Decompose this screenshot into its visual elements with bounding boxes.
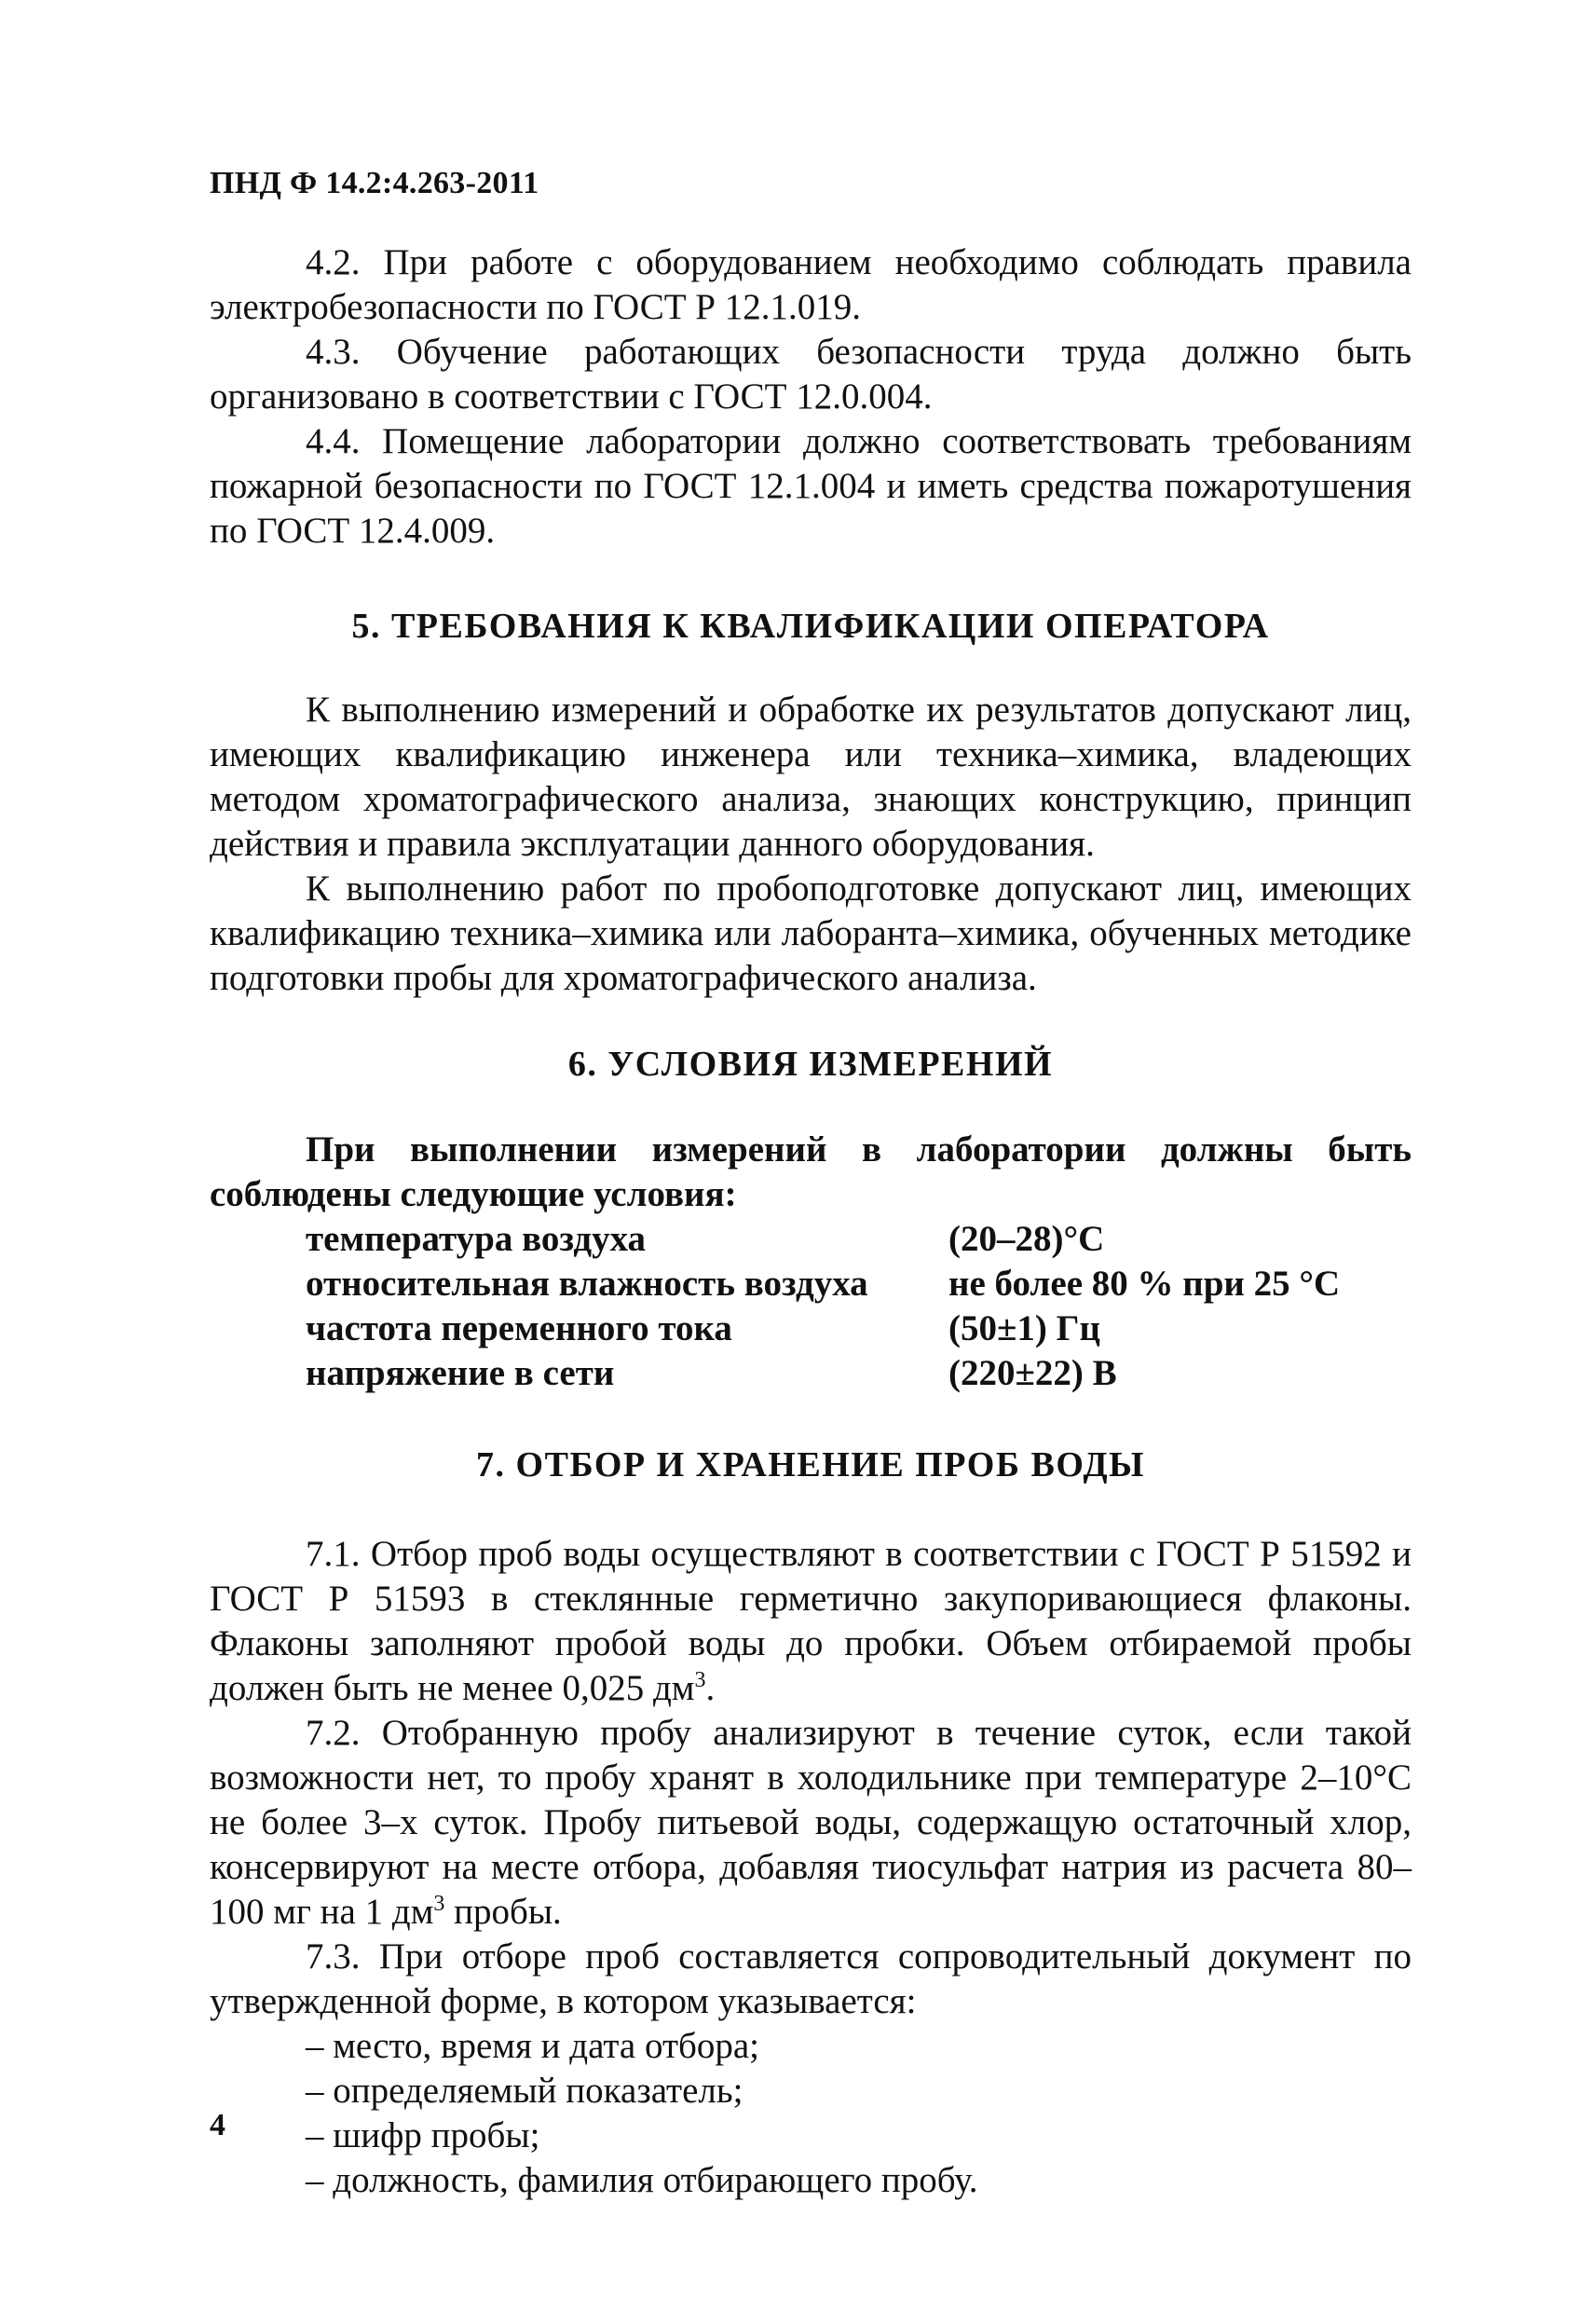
- paragraph-5-2: К выполнению работ по пробоподготовке допускают лиц, имеющих квалификацию техника–химика или лаборанта–химика, обученных методике подготовки пробы для хроматографического анализа.: [210, 869, 1412, 998]
- paragraph-4-2: 4.2. При работе с оборудованием необходимо соблюдать правила электробезопасности по ГОСТ Р 12.1.019.: [210, 242, 1412, 327]
- paragraph-4-4: 4.4. Помещение лаборатории должно соответствовать требованиям пожарной безопасности по ГОСТ 12.1.004 и иметь средства пожаротушения по ГОСТ 12.4.009.: [210, 421, 1412, 551]
- condition-value: не более 80 % при 25 °С: [948, 1264, 1341, 1304]
- condition-row: [306, 1262, 1412, 1306]
- paragraph-7-1: [210, 1532, 1412, 1711]
- condition-value: (20–28)°С: [948, 1219, 1105, 1259]
- sample-document-list: [306, 2024, 1412, 2203]
- condition-label: относительная влажность воздуха: [306, 1264, 868, 1304]
- conditions-intro: При выполнении измерений в лаборатории должны быть соблюдены следующие условия:: [210, 1129, 1412, 1214]
- condition-label: частота переменного тока: [306, 1308, 732, 1348]
- paragraph-7-2-end: пробы.: [444, 1892, 562, 1932]
- section-5-heading: 5. ТРЕБОВАНИЯ К КВАЛИФИКАЦИИ ОПЕРАТОРА: [351, 607, 1270, 646]
- section-7-heading: 7. ОТБОР И ХРАНЕНИЕ ПРОБ ВОДЫ: [476, 1445, 1145, 1484]
- paragraph-7-2: [210, 1711, 1412, 1935]
- page-number: 4: [210, 2108, 225, 2142]
- condition-label: напряжение в сети: [306, 1353, 615, 1393]
- condition-row: [306, 1306, 1412, 1351]
- paragraph-7-1-text: 7.1. Отбор проб воды осуществляют в соответствии с ГОСТ Р 51592 и ГОСТ Р 51593 в стеклянные герметично закупоривающиеся флаконы. Флаконы заполняют пробой воды до пробки. Объем отбираемой пробы должен быть не менее 0,025 дм: [210, 1534, 1412, 1708]
- condition-value: (50±1) Гц: [948, 1308, 1100, 1348]
- superscript-3: 3: [694, 1668, 706, 1692]
- list-item: – место, время и дата отбора;: [306, 2026, 760, 2066]
- document-code-header: ПНД Ф 14.2:4.263-2011: [210, 166, 539, 200]
- conditions-table: [306, 1217, 1412, 1396]
- list-item: – шифр пробы;: [306, 2115, 540, 2155]
- list-item: – определяемый показатель;: [306, 2071, 743, 2111]
- list-item: – должность, фамилия отбирающего пробу.: [306, 2160, 978, 2200]
- superscript-3: 3: [433, 1892, 445, 1916]
- paragraph-5-1: К выполнению измерений и обработке их результатов допускают лиц, имеющих квалификацию инженера или техника–химика, владеющих методом хроматографического анализа, знающих конструкцию, принцип действия и правила эксплуатации данного оборудования.: [210, 690, 1412, 864]
- paragraph-7-2-text: 7.2. Отобранную пробу анализируют в течение суток, если такой возможности нет, то пробу хранят в холодильнике при температуре 2–10°С не более 3–х суток. Пробу питьевой воды, содержащую остаточный хлор, консервируют на месте отбора, добавляя тиосульфат натрия из расчета 80–100 мг на 1 дм: [210, 1713, 1412, 1932]
- section-6-content: [210, 1128, 1412, 1396]
- condition-row: [306, 1351, 1412, 1396]
- document-body: [210, 240, 1412, 2203]
- section-6-heading: 6. УСЛОВИЯ ИЗМЕРЕНИЙ: [567, 1045, 1054, 1084]
- condition-label: температура воздуха: [306, 1219, 647, 1259]
- paragraph-7-1-end: .: [705, 1668, 716, 1708]
- paragraph-4-3: 4.3. Обучение работающих безопасности труда должно быть организовано в соответствии с ГОСТ 12.0.004.: [210, 332, 1412, 417]
- paragraph-7-3: 7.3. При отборе проб составляется сопроводительный документ по утвержденной форме, в котором указывается:: [210, 1936, 1412, 2021]
- condition-row: [306, 1217, 1412, 1262]
- condition-value: (220±22) В: [948, 1353, 1117, 1393]
